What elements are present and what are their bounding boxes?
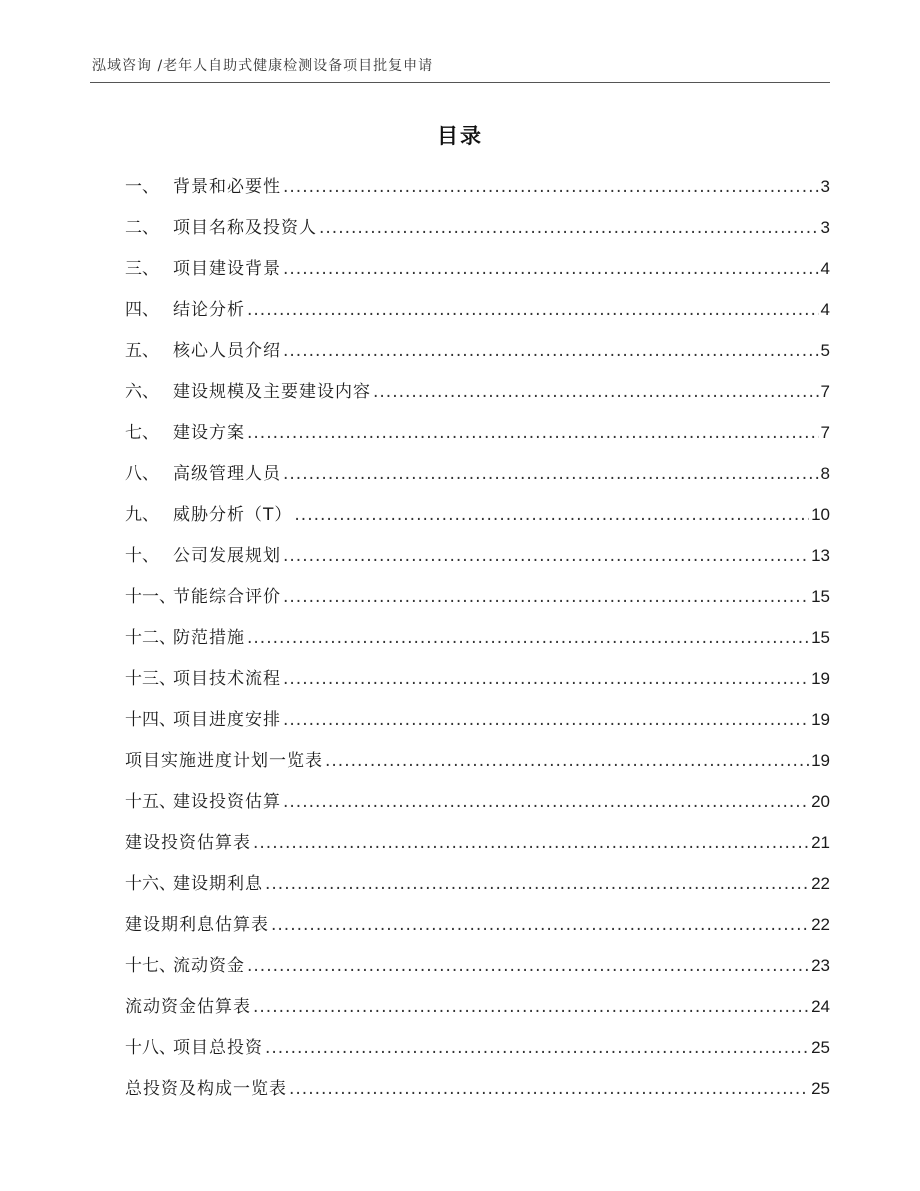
toc-entry-number: 十四、 [125, 710, 176, 730]
dot-leader [247, 423, 819, 443]
toc-entry-number: 六、 [125, 382, 159, 402]
toc-entry-page: 22 [811, 874, 830, 893]
dot-leader [247, 628, 809, 648]
dot-leader [319, 218, 819, 238]
toc-entry-label: 项目实施进度计划一览表 [125, 751, 323, 771]
toc-entry[interactable] [125, 664, 830, 705]
toc-entry-page: 22 [811, 915, 830, 934]
toc-entry-label: 核心人员介绍 [173, 341, 281, 361]
toc-entry-page: 23 [811, 956, 830, 975]
toc-entry-label: 建设投资估算 [173, 792, 281, 812]
dot-leader [283, 259, 819, 279]
dot-leader [283, 546, 809, 566]
toc-entry[interactable] [125, 787, 830, 828]
toc-entry[interactable] [125, 910, 830, 951]
toc-entry-label: 公司发展规划 [173, 546, 281, 566]
dot-leader [373, 382, 819, 402]
dot-leader [283, 341, 819, 361]
toc-entry-page: 5 [820, 341, 830, 360]
dot-leader [265, 874, 809, 894]
toc-entry-label: 威胁分析（T） [173, 505, 293, 525]
toc-entry-number: 四、 [125, 300, 159, 320]
dot-leader [283, 587, 809, 607]
toc-entry-number: 十三、 [125, 669, 176, 689]
toc-entry-number: 十、 [125, 546, 159, 566]
toc-entry[interactable] [125, 459, 830, 500]
toc-entry-page: 15 [811, 587, 830, 606]
toc-entry-page: 4 [820, 300, 830, 319]
dot-leader [283, 669, 809, 689]
toc-entry-label: 高级管理人员 [173, 464, 281, 484]
toc-entry-number: 一、 [125, 177, 159, 197]
toc-entry-label: 节能综合评价 [173, 587, 281, 607]
dot-leader [294, 505, 809, 525]
toc-entry[interactable] [125, 541, 830, 582]
toc-entry-label: 项目名称及投资人 [173, 218, 317, 238]
toc-entry-number: 十二、 [125, 628, 176, 648]
toc-entry[interactable] [125, 1074, 830, 1115]
dot-leader [283, 464, 819, 484]
toc-entry-label: 总投资及构成一览表 [125, 1079, 287, 1099]
toc-entry-number: 十六、 [125, 874, 176, 894]
toc-entry-label: 建设投资估算表 [125, 833, 251, 853]
dot-leader [283, 792, 809, 812]
dot-leader [325, 751, 809, 771]
toc-entry-label: 项目技术流程 [173, 669, 281, 689]
toc-entry-number: 十八、 [125, 1038, 176, 1058]
dot-leader [289, 1079, 809, 1099]
toc-entry-number: 七、 [125, 423, 159, 443]
toc-entry[interactable] [125, 869, 830, 910]
toc-entry[interactable] [125, 295, 830, 336]
dot-leader [265, 1038, 809, 1058]
toc-entry-label: 流动资金 [173, 956, 245, 976]
toc-entry-page: 15 [811, 628, 830, 647]
dot-leader [253, 997, 809, 1017]
toc-entry-page: 13 [811, 546, 830, 565]
toc-entry-number: 十一、 [125, 587, 176, 607]
toc-entry-number: 五、 [125, 341, 159, 361]
toc-entry[interactable] [125, 1033, 830, 1074]
toc-entry[interactable] [125, 418, 830, 459]
toc-entry-label: 防范措施 [173, 628, 245, 648]
header-rule [90, 82, 830, 83]
toc-entry-number: 十七、 [125, 956, 176, 976]
toc-entry-page: 25 [811, 1038, 830, 1057]
toc-entry[interactable] [125, 951, 830, 992]
toc-entry-page: 7 [820, 382, 830, 401]
toc-entry-number: 十五、 [125, 792, 176, 812]
toc-entry-label: 项目建设背景 [173, 259, 281, 279]
toc-entry-label: 建设期利息 [173, 874, 263, 894]
toc-entry[interactable] [125, 336, 830, 377]
page-title: 目录 [437, 124, 483, 148]
toc-entry-page: 19 [811, 751, 830, 770]
toc-entry-page: 3 [820, 218, 830, 237]
running-header: 泓域咨询 /老年人自助式健康检测设备项目批复申请 [92, 58, 434, 74]
toc-entry[interactable] [125, 992, 830, 1033]
toc-entry-page: 19 [811, 710, 830, 729]
dot-leader [247, 300, 819, 320]
dot-leader [271, 915, 809, 935]
toc-entry[interactable] [125, 828, 830, 869]
toc-entry-number: 八、 [125, 464, 159, 484]
toc-entry[interactable] [125, 623, 830, 664]
toc-entry-page: 21 [811, 833, 830, 852]
toc-entry-page: 24 [811, 997, 830, 1016]
toc-entry-label: 项目进度安排 [173, 710, 281, 730]
dot-leader [247, 956, 809, 976]
toc-entry-page: 25 [811, 1079, 830, 1098]
toc-entry-page: 3 [820, 177, 830, 196]
toc-entry-page: 20 [811, 792, 830, 811]
toc-entry-number: 二、 [125, 218, 159, 238]
toc-entry-page: 8 [820, 464, 830, 483]
toc-entry-page: 7 [820, 423, 830, 442]
toc-entry[interactable] [125, 705, 830, 746]
toc-entry[interactable] [125, 746, 830, 787]
toc-entry-page: 19 [811, 669, 830, 688]
toc-entry-label: 建设期利息估算表 [125, 915, 269, 935]
toc-entry-label: 建设规模及主要建设内容 [173, 382, 371, 402]
toc-entry[interactable] [125, 213, 830, 254]
toc-entry-number: 九、 [125, 505, 159, 525]
toc-entry[interactable] [125, 377, 830, 418]
toc-entry-number: 三、 [125, 259, 159, 279]
toc-entry-label: 项目总投资 [173, 1038, 263, 1058]
toc-entry[interactable] [125, 254, 830, 295]
toc-entry[interactable] [125, 500, 830, 541]
toc-entry-label: 结论分析 [173, 300, 245, 320]
dot-leader [253, 833, 809, 853]
toc-entry-page: 10 [811, 505, 830, 524]
toc-entry[interactable] [125, 172, 830, 213]
toc-entry-label: 建设方案 [173, 423, 245, 443]
toc-entry-label: 背景和必要性 [173, 177, 281, 197]
toc-entry-label: 流动资金估算表 [125, 997, 251, 1017]
dot-leader [283, 177, 819, 197]
dot-leader [283, 710, 809, 730]
table-of-contents [125, 172, 830, 1115]
toc-entry[interactable] [125, 582, 830, 623]
toc-entry-page: 4 [820, 259, 830, 278]
